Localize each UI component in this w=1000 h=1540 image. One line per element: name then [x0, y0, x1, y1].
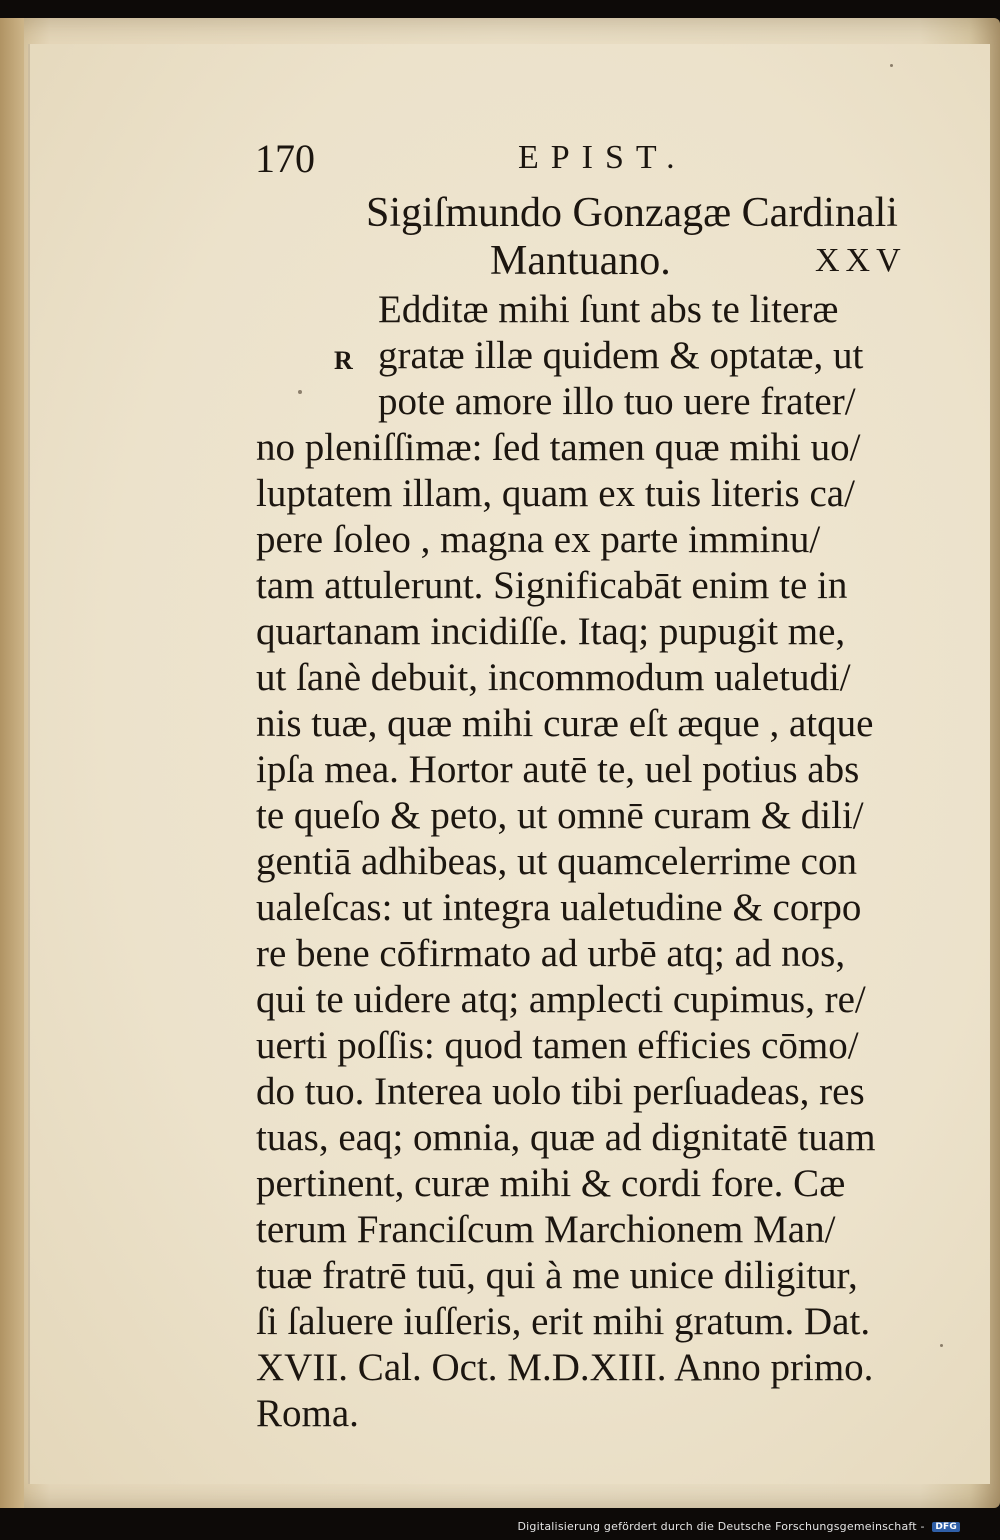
- initial-guide-letter: R: [334, 346, 353, 375]
- page-number: 170: [255, 136, 315, 181]
- text-line: gratæ illæ quidem & optatæ, ut: [378, 334, 864, 377]
- text-line: ualeſcas: ut integra ualetudine & corpo: [256, 886, 862, 929]
- text-line: luptatem illam, quam ex tuis literis ca/: [256, 472, 855, 515]
- text-line: te queſo & peto, ut omnē curam & dili/: [256, 794, 864, 837]
- text-line: ipſa mea. Hortor autē te, uel potius abs: [256, 748, 860, 791]
- digitization-credit: [517, 1520, 960, 1533]
- text-line: pertinent, curæ mihi & cordi fore. Cæ: [256, 1162, 846, 1205]
- paper-speck: [298, 390, 302, 394]
- paper-speck: [890, 64, 893, 67]
- text-line: tam attulerunt. Significabāt enim te in: [256, 564, 848, 607]
- paper-speck: [940, 1344, 943, 1347]
- text-line: do tuo. Interea uolo tibi perſuadeas, res: [256, 1070, 865, 1113]
- text-line: no pleniſſimæ: ſed tamen quæ mihi uo/: [256, 426, 861, 469]
- text-line: terum Franciſcum Marchionem Man/: [256, 1208, 836, 1251]
- dfg-logo: DFG: [932, 1522, 960, 1532]
- text-line: Roma.: [256, 1392, 359, 1435]
- text-line: qui te uidere atq; amplecti cupimus, re/: [256, 978, 866, 1021]
- text-line: nis tuæ, quæ mihi curæ eſt æque , atque: [256, 702, 874, 745]
- letter-body: [30, 44, 990, 1484]
- credit-text: Digitalisierung gefördert durch die Deutsche Forschungsgemeinschaft -: [517, 1520, 925, 1533]
- text-line: Edditæ mihi ſunt abs te literæ: [378, 288, 839, 331]
- text-line: ut ſanè debuit, incommodum ualetudi/: [256, 656, 851, 699]
- text-line: tuas, eaq; omnia, quæ ad dignitatē tuam: [256, 1116, 876, 1159]
- letter-addressee-continued: Mantuano.: [490, 238, 671, 284]
- text-line: pere ſoleo , magna ex parte imminu/: [256, 518, 821, 561]
- text-line: XVII. Cal. Oct. M.D.XIII. Anno primo.: [256, 1346, 874, 1389]
- book-page: [28, 44, 990, 1484]
- text-line: tuæ fratrē tuū, qui à me unice diligitur,: [256, 1254, 858, 1297]
- running-head: EPIST.: [518, 139, 687, 176]
- text-line: pote amore illo tuo uere frater/: [378, 380, 856, 423]
- text-line: gentiā adhibeas, ut quamcelerrime con: [256, 840, 857, 883]
- text-line: uerti poſſis: quod tamen efficies cōmo/: [256, 1024, 859, 1067]
- book-volume: [0, 18, 1000, 1508]
- page-gutter: [0, 18, 24, 1508]
- letter-number: XXV: [815, 242, 907, 279]
- text-line: re bene cōfirmato ad urbē atq; ad nos,: [256, 932, 846, 975]
- letter-addressee: Sigiſmundo Gonzagæ Cardinali: [366, 190, 898, 236]
- text-line: ſi ſaluere iuſſeris, erit mihi gratum. Dat.: [256, 1300, 871, 1343]
- text-line: quartanam incidiſſe. Itaq; pupugit me,: [256, 610, 846, 653]
